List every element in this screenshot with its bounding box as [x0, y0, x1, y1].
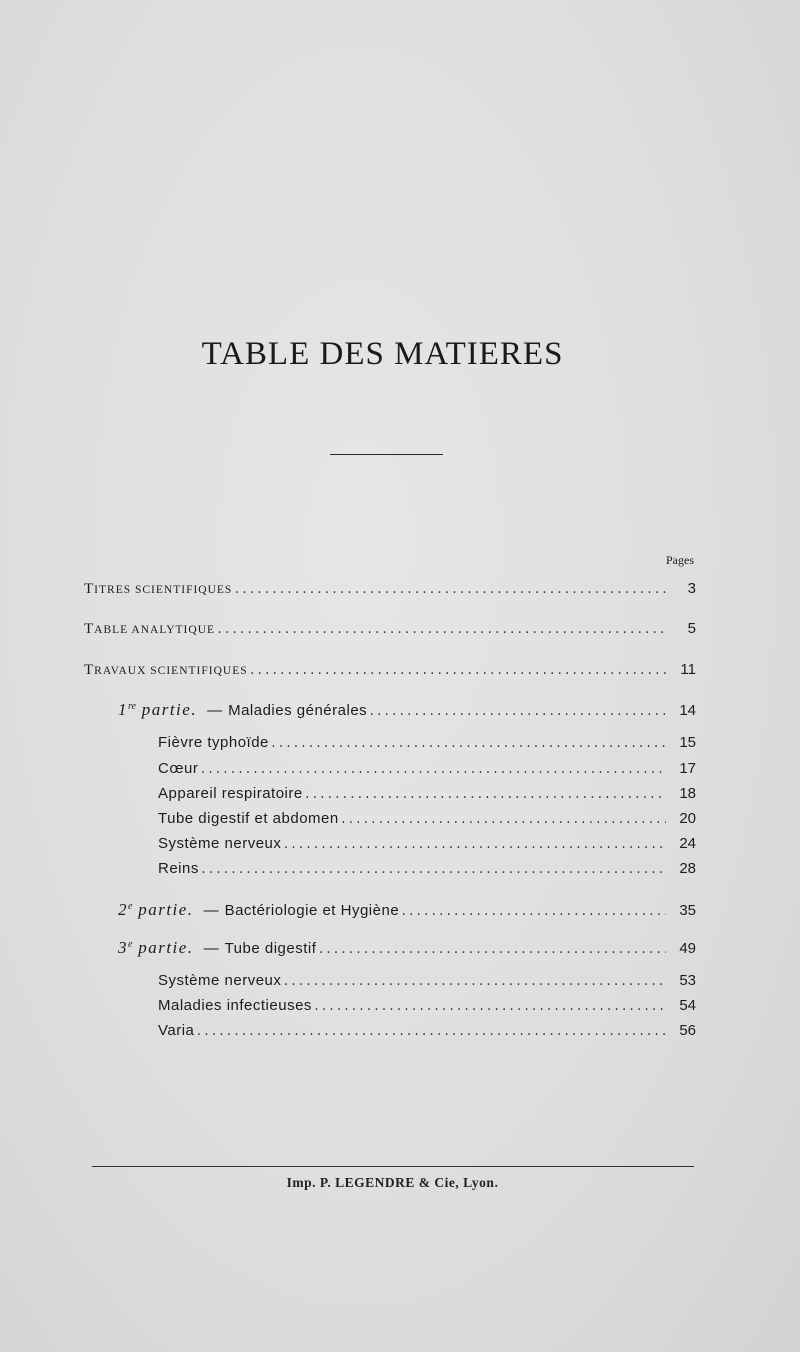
toc-entry-page: 5: [687, 620, 696, 637]
toc-subentry: [158, 972, 696, 996]
toc-entry-page: 14: [679, 702, 696, 719]
dot-leader: [282, 838, 666, 852]
toc-entry: [84, 661, 696, 685]
toc-entry-page: 3: [687, 580, 696, 597]
toc-entry-label: Système nerveux: [158, 835, 282, 852]
page-title: TABLE DES MATIERES: [201, 336, 564, 372]
pages-column-header: Pages: [666, 553, 694, 567]
toc-entry-page: 35: [679, 902, 696, 919]
printer-imprint: Imp. P. LEGENDRE & Cie, Lyon.: [286, 1175, 499, 1190]
dot-leader: [270, 737, 666, 751]
dot-leader: [368, 705, 666, 719]
toc-entry: [84, 580, 696, 604]
toc-entry-label: Cœur: [158, 760, 199, 777]
toc-entry-page: 24: [679, 835, 696, 852]
part-title: Maladies générales: [228, 702, 368, 719]
toc-entry-label: TABLE ANALYTIQUE: [84, 621, 216, 637]
dot-leader: [200, 863, 666, 877]
dot-leader: [313, 1000, 666, 1014]
dot-leader: [195, 1025, 666, 1039]
toc-entry-label: TITRES SCIENTIFIQUES: [84, 581, 233, 597]
toc-entry-page: 20: [679, 810, 696, 827]
toc-subentry: [158, 810, 696, 834]
dot-leader: [233, 583, 666, 597]
toc-subentry: [158, 1022, 696, 1046]
part-title: Tube digestif: [224, 940, 317, 957]
toc-entry-label: Tube digestif et abdomen: [158, 810, 339, 827]
toc-subentry: [158, 760, 696, 784]
toc-entry-label: Appareil respiratoire: [158, 785, 303, 802]
part-title: Bactériologie et Hygiène: [224, 902, 400, 919]
toc-subentry: [158, 997, 696, 1021]
toc-entry-page: 15: [679, 734, 696, 751]
dot-leader: [282, 975, 666, 989]
toc-subentry: [158, 785, 696, 809]
dot-leader: [199, 763, 666, 777]
toc-entry-label: Maladies infectieuses: [158, 997, 312, 1014]
toc-entry: [84, 620, 696, 644]
toc-part-heading: 1re partie. — Maladies générales ..... 14: [118, 700, 696, 724]
part-number: 3e partie.: [118, 938, 194, 957]
dot-leader: [249, 664, 666, 678]
toc-subentry: [158, 734, 696, 758]
toc-entry-page: 54: [679, 997, 696, 1014]
toc-entry-label: Système nerveux: [158, 972, 282, 989]
toc-entry-page: 28: [679, 860, 696, 877]
toc-entry-page: 18: [679, 785, 696, 802]
dot-leader: [400, 905, 666, 919]
toc-entry-label: Varia: [158, 1022, 195, 1039]
part-number: 1re partie.: [118, 700, 198, 719]
toc-entry-page: 56: [679, 1022, 696, 1039]
dot-leader: [340, 813, 666, 827]
toc-entry-label: Reins: [158, 860, 199, 877]
toc-entry-label: TRAVAUX SCIENTIFIQUES: [84, 662, 248, 678]
toc-entry-page: 17: [679, 760, 696, 777]
toc-entry-page: 11: [680, 661, 696, 678]
dot-leader: [216, 623, 666, 637]
toc-subentry: [158, 835, 696, 859]
toc-entry-page: 53: [679, 972, 696, 989]
toc-part-heading: 2e partie. — Bactériologie et Hygiène ..... 35: [118, 900, 696, 924]
toc-part-heading: 3e partie. — Tube digestif ..... 49: [118, 938, 696, 962]
part-number: 2e partie.: [118, 900, 194, 919]
toc-entry-page: 49: [679, 940, 696, 957]
title-divider: [330, 454, 443, 455]
dot-leader: [304, 788, 666, 802]
dot-leader: [317, 943, 666, 957]
toc-entry-label: Fièvre typhoïde: [158, 734, 269, 751]
toc-subentry: [158, 860, 696, 884]
footer-divider: [92, 1166, 694, 1167]
